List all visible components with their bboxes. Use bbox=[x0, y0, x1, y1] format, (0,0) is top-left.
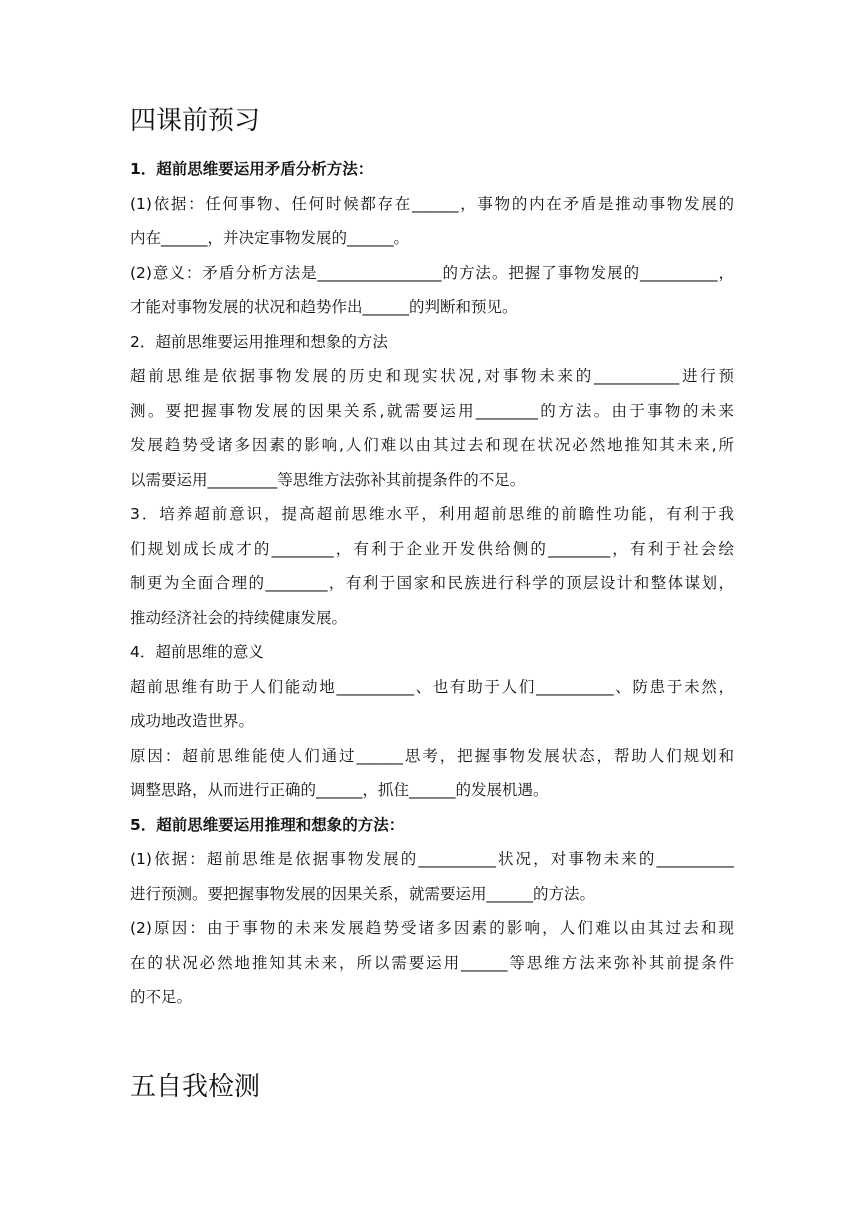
section-title-self-test: 五自我检测 bbox=[130, 1072, 261, 1102]
preview-content bbox=[130, 152, 734, 1015]
text-line: 测。要把握事物发展的因果关系,就需要运用________的方法。由于事物的未来 bbox=[130, 401, 734, 420]
text-line: 4．超前思维的意义 bbox=[130, 643, 264, 661]
text-line: (1)依据：超前思维是依据事物发展的__________状况，对事物未来的__________ bbox=[130, 850, 734, 868]
text-line: 在的状况必然地推知其未来，所以需要运用______等思维方法来弥补其前提条件 bbox=[130, 953, 734, 972]
text-line: 才能对事物发展的状况和趋势作出______的判断和预见。 bbox=[130, 298, 518, 316]
text-line: 的不足。 bbox=[130, 988, 193, 1006]
text-line: 制更为全面合理的________，有利于国家和民族进行科学的顶层设计和整体谋划， bbox=[130, 574, 734, 592]
text-line: 2．超前思维要运用推理和想象的方法 bbox=[130, 332, 388, 351]
text-line: 进行预测。要把握事物发展的因果关系，就需要运用______的方法。 bbox=[130, 884, 596, 903]
text-line: 发展趋势受诸多因素的影响,人们难以由其过去和现在状况必然地推知其未来,所 bbox=[130, 436, 734, 454]
text-line: (2)原因：由于事物的未来发展趋势受诸多因素的影响，人们难以由其过去和现 bbox=[130, 919, 734, 937]
text-line: 以需要运用_________等思维方法弥补其前提条件的不足。 bbox=[130, 470, 526, 489]
text-line: (1)依据：任何事物、任何时候都存在______，事物的内在矛盾是推动事物发展的 bbox=[130, 194, 734, 213]
text-line: 3．培养超前意识，提高超前思维水平，利用超前思维的前瞻性功能，有利于我 bbox=[130, 505, 734, 523]
text-line: 内在______，并决定事物发展的______。 bbox=[130, 229, 410, 247]
text-line: 原因：超前思维能使人们通过______思考，把握事物发展状态，帮助人们规划和 bbox=[130, 746, 734, 765]
text-line: 们规划成长成才的________，有利于企业开发供给侧的________，有利于社会绘 bbox=[130, 539, 734, 558]
text-line: 超前思维是依据事物发展的历史和现实状况,对事物未来的___________进行预 bbox=[130, 367, 734, 385]
text-line: 超前思维有助于人们能动地__________、也有助于人们__________、防患于未然， bbox=[130, 677, 734, 696]
text-line: (2)意义：矛盾分析方法是________________的方法。把握了事物发展的__________， bbox=[130, 263, 734, 282]
text-line: 1．超前思维要运用矛盾分析方法： bbox=[130, 160, 374, 178]
section-title-preview: 四课前预习 bbox=[130, 106, 261, 136]
text-line: 调整思路，从而进行正确的______，抓住______的发展机遇。 bbox=[130, 781, 549, 799]
text-line: 成功地改造世界。 bbox=[130, 712, 255, 730]
text-line: 5．超前思维要运用推理和想象的方法： bbox=[130, 815, 405, 834]
text-line: 推动经济社会的持续健康发展。 bbox=[130, 608, 348, 627]
